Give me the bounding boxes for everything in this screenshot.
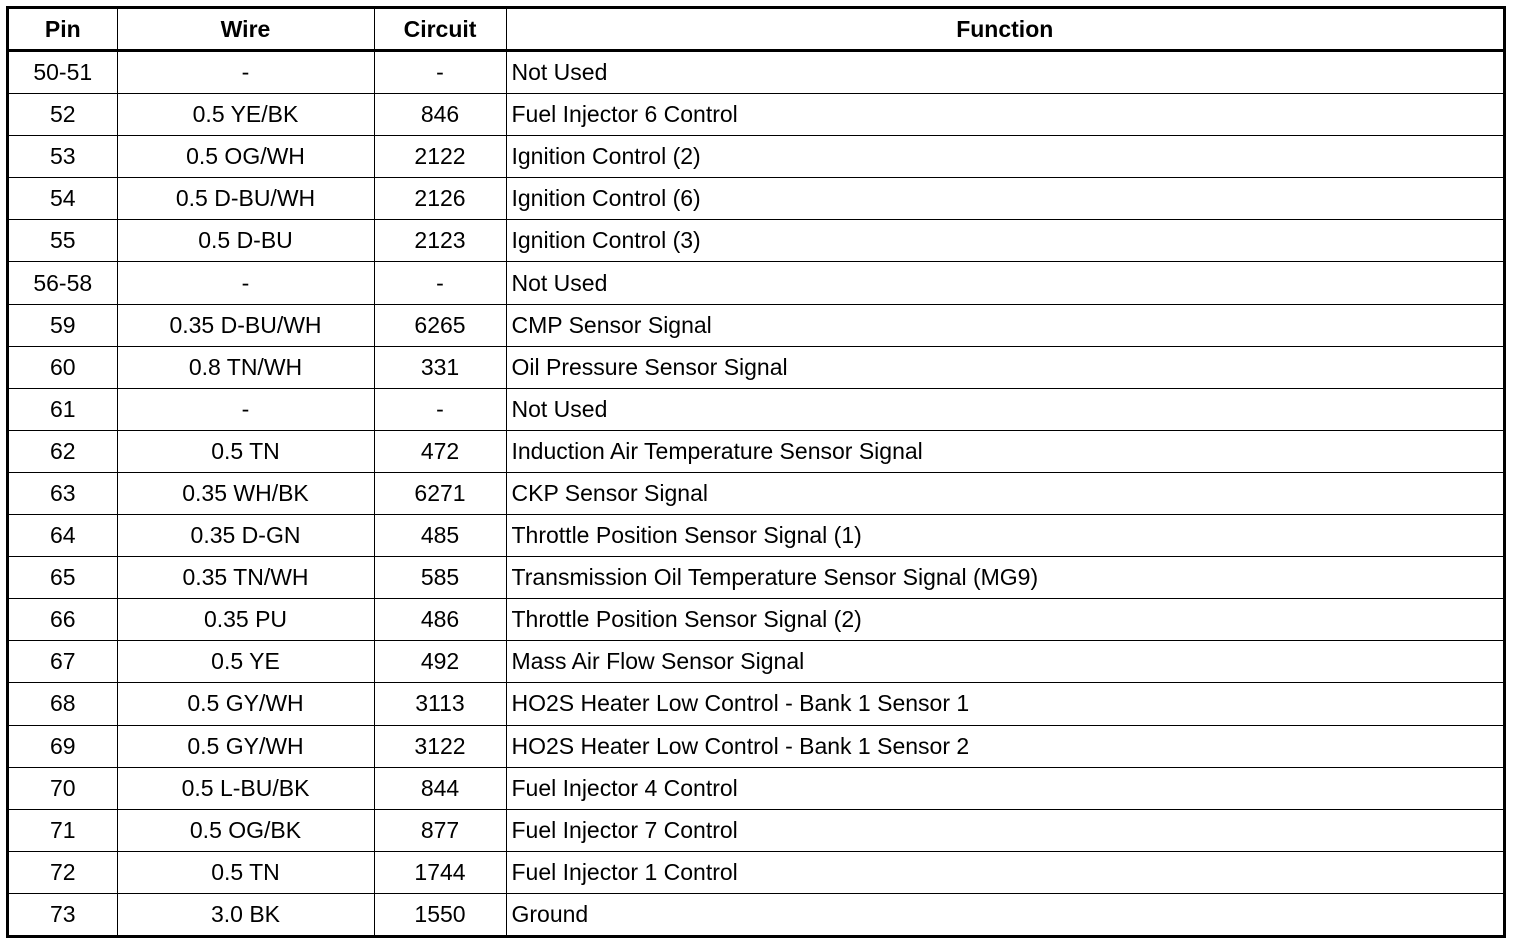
pin-cell: 56-58 [9,262,117,304]
connector-pinout-table [6,6,1506,938]
function-cell: CMP Sensor Signal [506,304,1503,346]
wire-cell: 0.35 PU [117,599,374,641]
pin-cell: 68 [9,683,117,725]
circuit-cell: 1744 [374,851,506,893]
pin-cell: 69 [9,725,117,767]
pin-cell: 66 [9,599,117,641]
circuit-cell: 2126 [374,178,506,220]
circuit-cell: 2122 [374,136,506,178]
table-row [9,304,1503,346]
pin-column-header: Pin [9,9,117,51]
function-cell: Fuel Injector 6 Control [506,94,1503,136]
circuit-cell: 6265 [374,304,506,346]
wire-cell: - [117,51,374,94]
wire-cell: 0.35 D-GN [117,515,374,557]
wire-cell: - [117,262,374,304]
wire-cell: 0.35 D-BU/WH [117,304,374,346]
circuit-cell: 1550 [374,893,506,935]
pin-cell: 55 [9,220,117,262]
function-cell: Not Used [506,388,1503,430]
circuit-cell: 844 [374,767,506,809]
pinout-table [9,9,1503,935]
function-cell: Fuel Injector 7 Control [506,809,1503,851]
pin-cell: 52 [9,94,117,136]
circuit-cell: 472 [374,430,506,472]
wire-cell: 0.5 YE/BK [117,94,374,136]
function-cell: Fuel Injector 4 Control [506,767,1503,809]
circuit-cell: 877 [374,809,506,851]
function-cell: Throttle Position Sensor Signal (1) [506,515,1503,557]
wire-cell: 0.5 OG/BK [117,809,374,851]
table-row [9,893,1503,935]
function-cell: Oil Pressure Sensor Signal [506,346,1503,388]
table-row [9,851,1503,893]
table-row [9,767,1503,809]
function-cell: Throttle Position Sensor Signal (2) [506,599,1503,641]
function-cell: Ignition Control (2) [506,136,1503,178]
circuit-cell: - [374,388,506,430]
table-row [9,220,1503,262]
circuit-column-header: Circuit [374,9,506,51]
function-cell: Fuel Injector 1 Control [506,851,1503,893]
table-row [9,178,1503,220]
wire-cell: 0.5 L-BU/BK [117,767,374,809]
circuit-cell: 2123 [374,220,506,262]
function-cell: Ignition Control (6) [506,178,1503,220]
pin-cell: 64 [9,515,117,557]
wire-cell: 0.5 D-BU/WH [117,178,374,220]
wire-cell: 0.35 WH/BK [117,472,374,514]
table-row [9,599,1503,641]
circuit-cell: 3122 [374,725,506,767]
pin-cell: 63 [9,472,117,514]
pin-cell: 65 [9,557,117,599]
function-column-header: Function [506,9,1503,51]
wire-cell: 0.5 TN [117,851,374,893]
pin-cell: 67 [9,641,117,683]
wire-cell: 0.5 GY/WH [117,725,374,767]
table-row [9,51,1503,94]
function-cell: HO2S Heater Low Control - Bank 1 Sensor 1 [506,683,1503,725]
circuit-cell: 331 [374,346,506,388]
wire-cell: 0.5 YE [117,641,374,683]
function-cell: Not Used [506,51,1503,94]
pin-cell: 70 [9,767,117,809]
function-cell: CKP Sensor Signal [506,472,1503,514]
wire-cell: - [117,388,374,430]
table-row [9,683,1503,725]
pin-cell: 54 [9,178,117,220]
function-cell: Not Used [506,262,1503,304]
table-body [9,51,1503,936]
circuit-cell: 485 [374,515,506,557]
circuit-cell: 486 [374,599,506,641]
table-row [9,809,1503,851]
pin-cell: 61 [9,388,117,430]
pin-cell: 59 [9,304,117,346]
table-row [9,262,1503,304]
wire-cell: 3.0 BK [117,893,374,935]
table-row [9,136,1503,178]
circuit-cell: 846 [374,94,506,136]
circuit-cell: 6271 [374,472,506,514]
wire-cell: 0.5 TN [117,430,374,472]
function-cell: Induction Air Temperature Sensor Signal [506,430,1503,472]
table-row [9,472,1503,514]
function-cell: Transmission Oil Temperature Sensor Signal (MG9) [506,557,1503,599]
pin-cell: 72 [9,851,117,893]
function-cell: Ground [506,893,1503,935]
table-header [9,9,1503,51]
circuit-cell: 585 [374,557,506,599]
pin-cell: 53 [9,136,117,178]
pin-cell: 71 [9,809,117,851]
table-row [9,641,1503,683]
table-row [9,515,1503,557]
function-cell: Mass Air Flow Sensor Signal [506,641,1503,683]
wire-cell: 0.5 OG/WH [117,136,374,178]
function-cell: Ignition Control (3) [506,220,1503,262]
circuit-cell: 3113 [374,683,506,725]
table-row [9,557,1503,599]
wire-cell: 0.5 GY/WH [117,683,374,725]
circuit-cell: - [374,262,506,304]
table-row [9,388,1503,430]
pin-cell: 50-51 [9,51,117,94]
pin-cell: 73 [9,893,117,935]
table-row [9,430,1503,472]
table-row [9,94,1503,136]
pin-cell: 62 [9,430,117,472]
table-row [9,725,1503,767]
pin-cell: 60 [9,346,117,388]
wire-cell: 0.8 TN/WH [117,346,374,388]
wire-cell: 0.35 TN/WH [117,557,374,599]
circuit-cell: - [374,51,506,94]
wire-column-header: Wire [117,9,374,51]
table-row [9,346,1503,388]
circuit-cell: 492 [374,641,506,683]
wire-cell: 0.5 D-BU [117,220,374,262]
header-row [9,9,1503,51]
function-cell: HO2S Heater Low Control - Bank 1 Sensor 2 [506,725,1503,767]
